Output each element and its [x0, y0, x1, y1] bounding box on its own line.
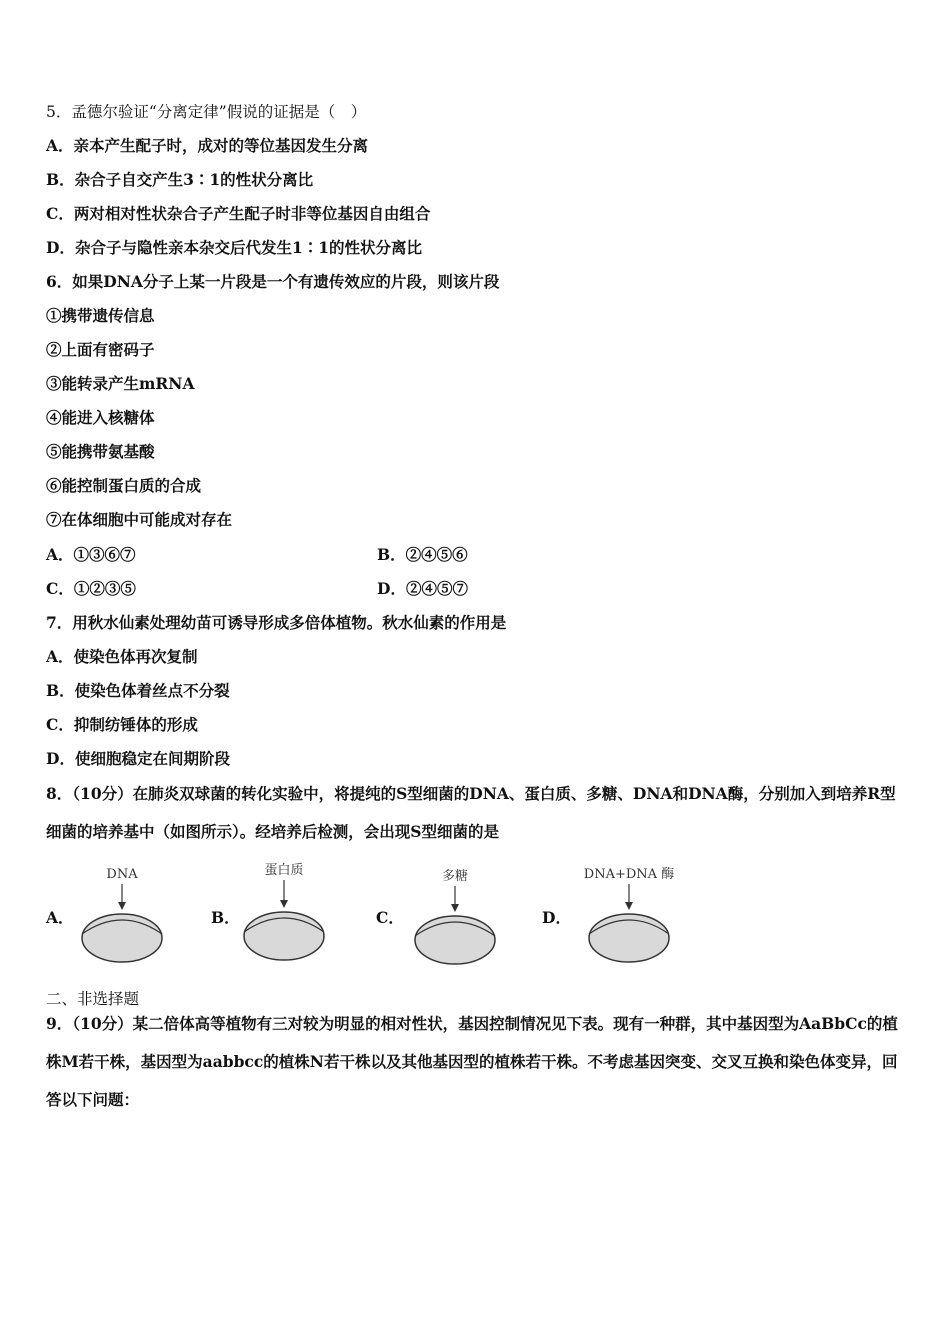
q6-option-d: D．②④⑤⑦: [377, 579, 468, 598]
dish-c-figure: [376, 862, 506, 972]
q6-item-5: ⑤能携带氨基酸: [46, 442, 155, 461]
q5-option-d: D．杂合子与隐性亲本杂交后代发生1∶1的性状分离比: [46, 238, 423, 257]
dish-d-figure: [542, 862, 692, 972]
q6-item-6: ⑥能控制蛋白质的合成: [46, 476, 202, 495]
dish-a-figure: [46, 862, 166, 972]
q5-option-a: A．亲本产生配子时，成对的等位基因发生分离: [46, 136, 369, 155]
dish-b-option: B．: [211, 908, 240, 927]
dish-b-figure: [211, 862, 331, 972]
dish-c-medium: [415, 916, 495, 964]
dish-b-arrow-head: [280, 900, 288, 908]
q6-item-1: ①携带遗传信息: [46, 306, 155, 325]
q7-option-c: C．抑制纺锤体的形成: [46, 715, 198, 734]
q7-option-d: D．使细胞稳定在间期阶段: [46, 749, 230, 768]
dish-c-label: 多糖: [441, 869, 469, 884]
dish-b-medium: [244, 912, 324, 960]
q9-stem: 9．（10分）某二倍体高等植物有三对较为明显的相对性状，基因控制情况见下表。现有一种群，其中基因型为AaBbCc的植株M若干株，基因型为aabbcc的植株N若干株以及其他基因型的植株若干株。不考虑基因突变、交叉互换和染色体变异，回答以下问题：: [46, 1014, 898, 1109]
dish-d-label: DNA+DNA 酶: [583, 867, 675, 882]
q5-option-c: C．两对相对性状杂合子产生配子时非等位基因自由组合: [46, 204, 431, 223]
q5-option-b: B．杂合子自交产生3∶1的性状分离比: [46, 170, 314, 189]
dish-a-label: DNA: [106, 867, 138, 882]
q8-stem: 8．（10分）在肺炎双球菌的转化实验中，将提纯的S型细菌的DNA、蛋白质、多糖、DNA和DNA酶，分别加入到培养R型细菌的培养基中（如图所示）。经培养后检测，会出现S型细菌的是: [46, 784, 896, 841]
q6-option-b: B．②④⑤⑥: [377, 545, 468, 564]
q6-item-2: ②上面有密码子: [46, 340, 155, 359]
q7-option-b: B．使染色体着丝点不分裂: [46, 681, 230, 700]
dish-c-option: C．: [376, 908, 404, 927]
dish-d-medium: [589, 914, 669, 962]
q5-stem: 5．孟德尔验证“分离定律”假说的证据是（ ）: [46, 103, 367, 121]
q7-option-a: A．使染色体再次复制: [46, 647, 198, 666]
section-title: 二、非选择题: [46, 990, 140, 1008]
q6-item-7: ⑦在体细胞中可能成对存在: [46, 510, 233, 529]
dish-a-arrow-head: [118, 902, 126, 910]
dish-a-option: A．: [46, 908, 74, 927]
q6-stem: 6．如果DNA分子上某一片段是一个有遗传效应的片段，则该片段: [46, 272, 500, 291]
q6-option-c: C．①②③⑤: [46, 579, 136, 598]
dish-d-option: D．: [542, 908, 571, 927]
dish-d-arrow-head: [625, 902, 633, 910]
dish-b-label: 蛋白质: [264, 863, 304, 878]
dish-c-arrow-head: [451, 904, 459, 912]
dish-a-medium: [82, 914, 162, 962]
q7-stem: 7．用秋水仙素处理幼苗可诱导形成多倍体植物。秋水仙素的作用是: [46, 613, 507, 632]
q6-item-4: ④能进入核糖体: [46, 408, 155, 427]
q6-item-3: ③能转录产生mRNA: [46, 374, 195, 393]
q6-option-a: A．①③⑥⑦: [46, 545, 136, 564]
